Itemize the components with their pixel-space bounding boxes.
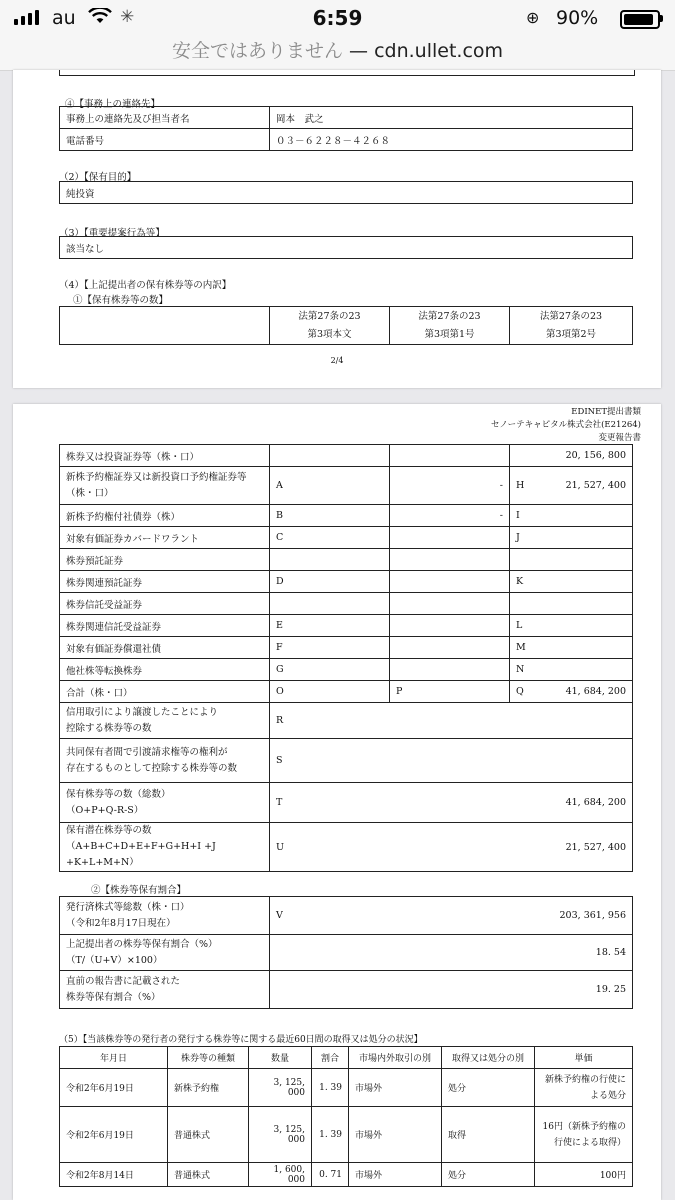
table-cell: 岡本 武之 (270, 107, 633, 129)
table-row (60, 823, 633, 872)
table-cell: 新株予約権付社債券（株） (60, 505, 270, 527)
table-cell (390, 637, 510, 659)
proposal-heading: （3）【重要提案行為等】 (59, 228, 165, 239)
table-cell: E (270, 615, 390, 637)
table-cell: O (270, 681, 390, 703)
table-cell: 1. 39 (312, 1107, 349, 1163)
table-cell: 他社株等転換株券 (60, 659, 270, 681)
table-cell: 直前の報告書に記載された 株券等保有割合（%） (60, 971, 270, 1009)
table-cell: - (390, 467, 510, 505)
table-row (60, 571, 633, 593)
contact-table (59, 106, 633, 151)
table-cell: P (390, 681, 510, 703)
table-cell: 電話番号 (60, 129, 270, 151)
table-cell (390, 527, 510, 549)
table-cell: 処分 (442, 1069, 535, 1107)
table-cell: 取得 (442, 1107, 535, 1163)
table-row (60, 129, 633, 151)
table-cell: 信用取引により譲渡したことにより 控除する株券等の数 (60, 703, 270, 739)
table-cell: H 21, 527, 400 (510, 467, 633, 505)
table-cell: 株券関連預託証券 (60, 571, 270, 593)
table-cell (270, 549, 390, 571)
table-cell: 3, 125, 000 (249, 1069, 312, 1107)
table-row (60, 549, 633, 571)
table-cell: 市場内外取引の別 (349, 1047, 442, 1069)
table-cell: 取得又は処分の別 (442, 1047, 535, 1069)
acquisition-heading: （5）【当該株券等の発行者の発行する株券等に関する最近60日間の取得又は処分の状況】 (59, 1035, 423, 1045)
table-row (60, 739, 633, 783)
table-cell: I (510, 505, 633, 527)
table-row (60, 1107, 633, 1163)
table-row (60, 637, 633, 659)
table-cell: G (270, 659, 390, 681)
table-cell: B (270, 505, 390, 527)
table-cell: S (270, 739, 633, 783)
proposal-table (59, 236, 633, 259)
table-cell: 処分 (442, 1163, 535, 1187)
table-row (60, 897, 633, 935)
table-cell: Q 41, 684, 200 (510, 681, 633, 703)
table-cell: 割合 (312, 1047, 349, 1069)
table-cell: L (510, 615, 633, 637)
table-header-row (60, 1047, 633, 1069)
purpose-heading: （2）【保有目的】 (59, 172, 137, 183)
table-cell: 株券関連信託受益証券 (60, 615, 270, 637)
holdings-table (59, 444, 633, 872)
carrier-label: au (52, 7, 76, 29)
table-cell: N (510, 659, 633, 681)
battery-icon (620, 10, 660, 29)
table-cell: 3, 125, 000 (249, 1107, 312, 1163)
table-row (60, 1069, 633, 1107)
table-cell: D (270, 571, 390, 593)
table-row (60, 1163, 633, 1187)
table-cell (390, 549, 510, 571)
table-cell: A (270, 467, 390, 505)
table-row (60, 467, 633, 505)
table-cell: 共同保有者間で引渡請求権等の権利が 存在するものとして控除する株券等の数 (60, 739, 270, 783)
url-bar[interactable]: 安全ではありません — cdn.ullet.com (171, 40, 504, 62)
table-row (60, 681, 633, 703)
ratio-heading: ②【株券等保有割合】 (91, 885, 187, 896)
table-cell: V 203, 361, 956 (270, 897, 633, 935)
rotation-lock-icon: ⊕ (526, 8, 540, 27)
purpose-table (59, 181, 633, 204)
table-cell: 1, 600, 000 (249, 1163, 312, 1187)
table-cell: 単価 (535, 1047, 633, 1069)
breakdown-heading: （4）【上記提出者の保有株券等の内訳】 (59, 280, 232, 291)
table-row (60, 971, 633, 1009)
table-cell: ０３－６２２８－４２６８ (270, 129, 633, 151)
table-cell: 普通株式 (168, 1107, 249, 1163)
table-cell: 1. 39 (312, 1069, 349, 1107)
table-row (60, 593, 633, 615)
table-cell (390, 659, 510, 681)
table-cell: J (510, 527, 633, 549)
insecure-warning: 安全ではありません (171, 40, 343, 62)
proposal-value: 該当なし (60, 237, 633, 259)
table-cell: 16円（新株予約権の行使による取得） (535, 1107, 633, 1163)
purpose-value: 純投資 (60, 182, 633, 204)
table-cell (510, 549, 633, 571)
table-cell: 市場外 (349, 1069, 442, 1107)
page-number: 2/4 (330, 356, 344, 365)
table-cell: 0. 71 (312, 1163, 349, 1187)
table-cell: 株券預託証券 (60, 549, 270, 571)
table-cell: 事務上の連絡先及び担当者名 (60, 107, 270, 129)
table-cell: 保有株券等の数（総数） （O+P+Q-R-S） (60, 783, 270, 823)
table-cell: 18. 54 (270, 935, 633, 971)
table-cell (390, 571, 510, 593)
table-cell: R (270, 703, 633, 739)
table-cell: 年月日 (60, 1047, 168, 1069)
table-cell: 数量 (249, 1047, 312, 1069)
table-cell: K (510, 571, 633, 593)
battery-percent: 90% (556, 7, 599, 29)
table-cell: 市場外 (349, 1107, 442, 1163)
table-cell: 対象有価証券カバードワラント (60, 527, 270, 549)
table-row (60, 659, 633, 681)
table-cell: T 41, 684, 200 (270, 783, 633, 823)
browser-status-bar (0, 0, 675, 71)
table-row (60, 445, 633, 467)
table-cell (270, 593, 390, 615)
table-row (60, 107, 633, 129)
table-cell (270, 445, 390, 467)
table-row (60, 935, 633, 971)
table-cell (510, 593, 633, 615)
table-cell: U 21, 527, 400 (270, 823, 633, 872)
table-cell: 令和2年8月14日 (60, 1163, 168, 1187)
edinet-header: EDINET提出書類 セノーテキャピタル株式会社(E21264) 変更報告書 (490, 407, 641, 443)
col-header-item1: 法第27条の23 第3項第1号 (390, 307, 510, 345)
table-cell: 20, 156, 800 (510, 445, 633, 467)
table-cell: 株券信託受益証券 (60, 593, 270, 615)
table-row (60, 505, 633, 527)
clock-time: 6:59 (312, 6, 363, 30)
count-heading: ①【保有株券等の数】 (73, 295, 169, 306)
table-cell: 発行済株式等総数（株・口） （令和2年8月17日現在） (60, 897, 270, 935)
table-cell: F (270, 637, 390, 659)
table-cell (390, 615, 510, 637)
table-cell: 新株予約権 (168, 1069, 249, 1107)
table-cell: M (510, 637, 633, 659)
table-cell: 19. 25 (270, 971, 633, 1009)
table-cell: 普通株式 (168, 1163, 249, 1187)
table-cell: C (270, 527, 390, 549)
loading-spinner-icon: ✳ (120, 7, 135, 27)
document-page-2 (13, 70, 661, 388)
ratio-table (59, 896, 633, 1009)
table-row (60, 783, 633, 823)
table-cell: - (390, 505, 510, 527)
table-cell: 新株予約権証券又は新投資口予約権証券等（株・口） (60, 467, 270, 505)
col-header-item2: 法第27条の23 第3項第2号 (510, 307, 633, 345)
col-header-main: 法第27条の23 第3項本文 (270, 307, 390, 345)
table-cell (60, 307, 270, 345)
table-cell (390, 593, 510, 615)
table-cell: 株券又は投資証券等（株・口） (60, 445, 270, 467)
table-cell: 令和2年6月19日 (60, 1107, 168, 1163)
table-cell: 新株予約権の行使による処分 (535, 1069, 633, 1107)
table-cell: 令和2年6月19日 (60, 1069, 168, 1107)
url-host: cdn.ullet.com (374, 40, 504, 62)
table-cell: 市場外 (349, 1163, 442, 1187)
acquisition-table (59, 1046, 633, 1187)
table-row (60, 527, 633, 549)
table-cell: 合計（株・口） (60, 681, 270, 703)
table-cell: 保有潜在株券等の数 （A+B+C+D+E+F+G+H+I +J +K+L+M+N） (60, 823, 270, 872)
table-row (60, 703, 633, 739)
table-cell: 上記提出者の株券等保有割合（%） （T/（U+V）×100） (60, 935, 270, 971)
table-cell (390, 445, 510, 467)
table-cell: 対象有価証券償還社債 (60, 637, 270, 659)
table-cell: 100円 (535, 1163, 633, 1187)
table-cell: 株券等の種類 (168, 1047, 249, 1069)
contact-heading: ④【事務上の連絡先】 (65, 99, 161, 110)
document-page-3 (13, 404, 661, 1200)
holdings-column-headers (59, 306, 633, 345)
table-row (60, 615, 633, 637)
